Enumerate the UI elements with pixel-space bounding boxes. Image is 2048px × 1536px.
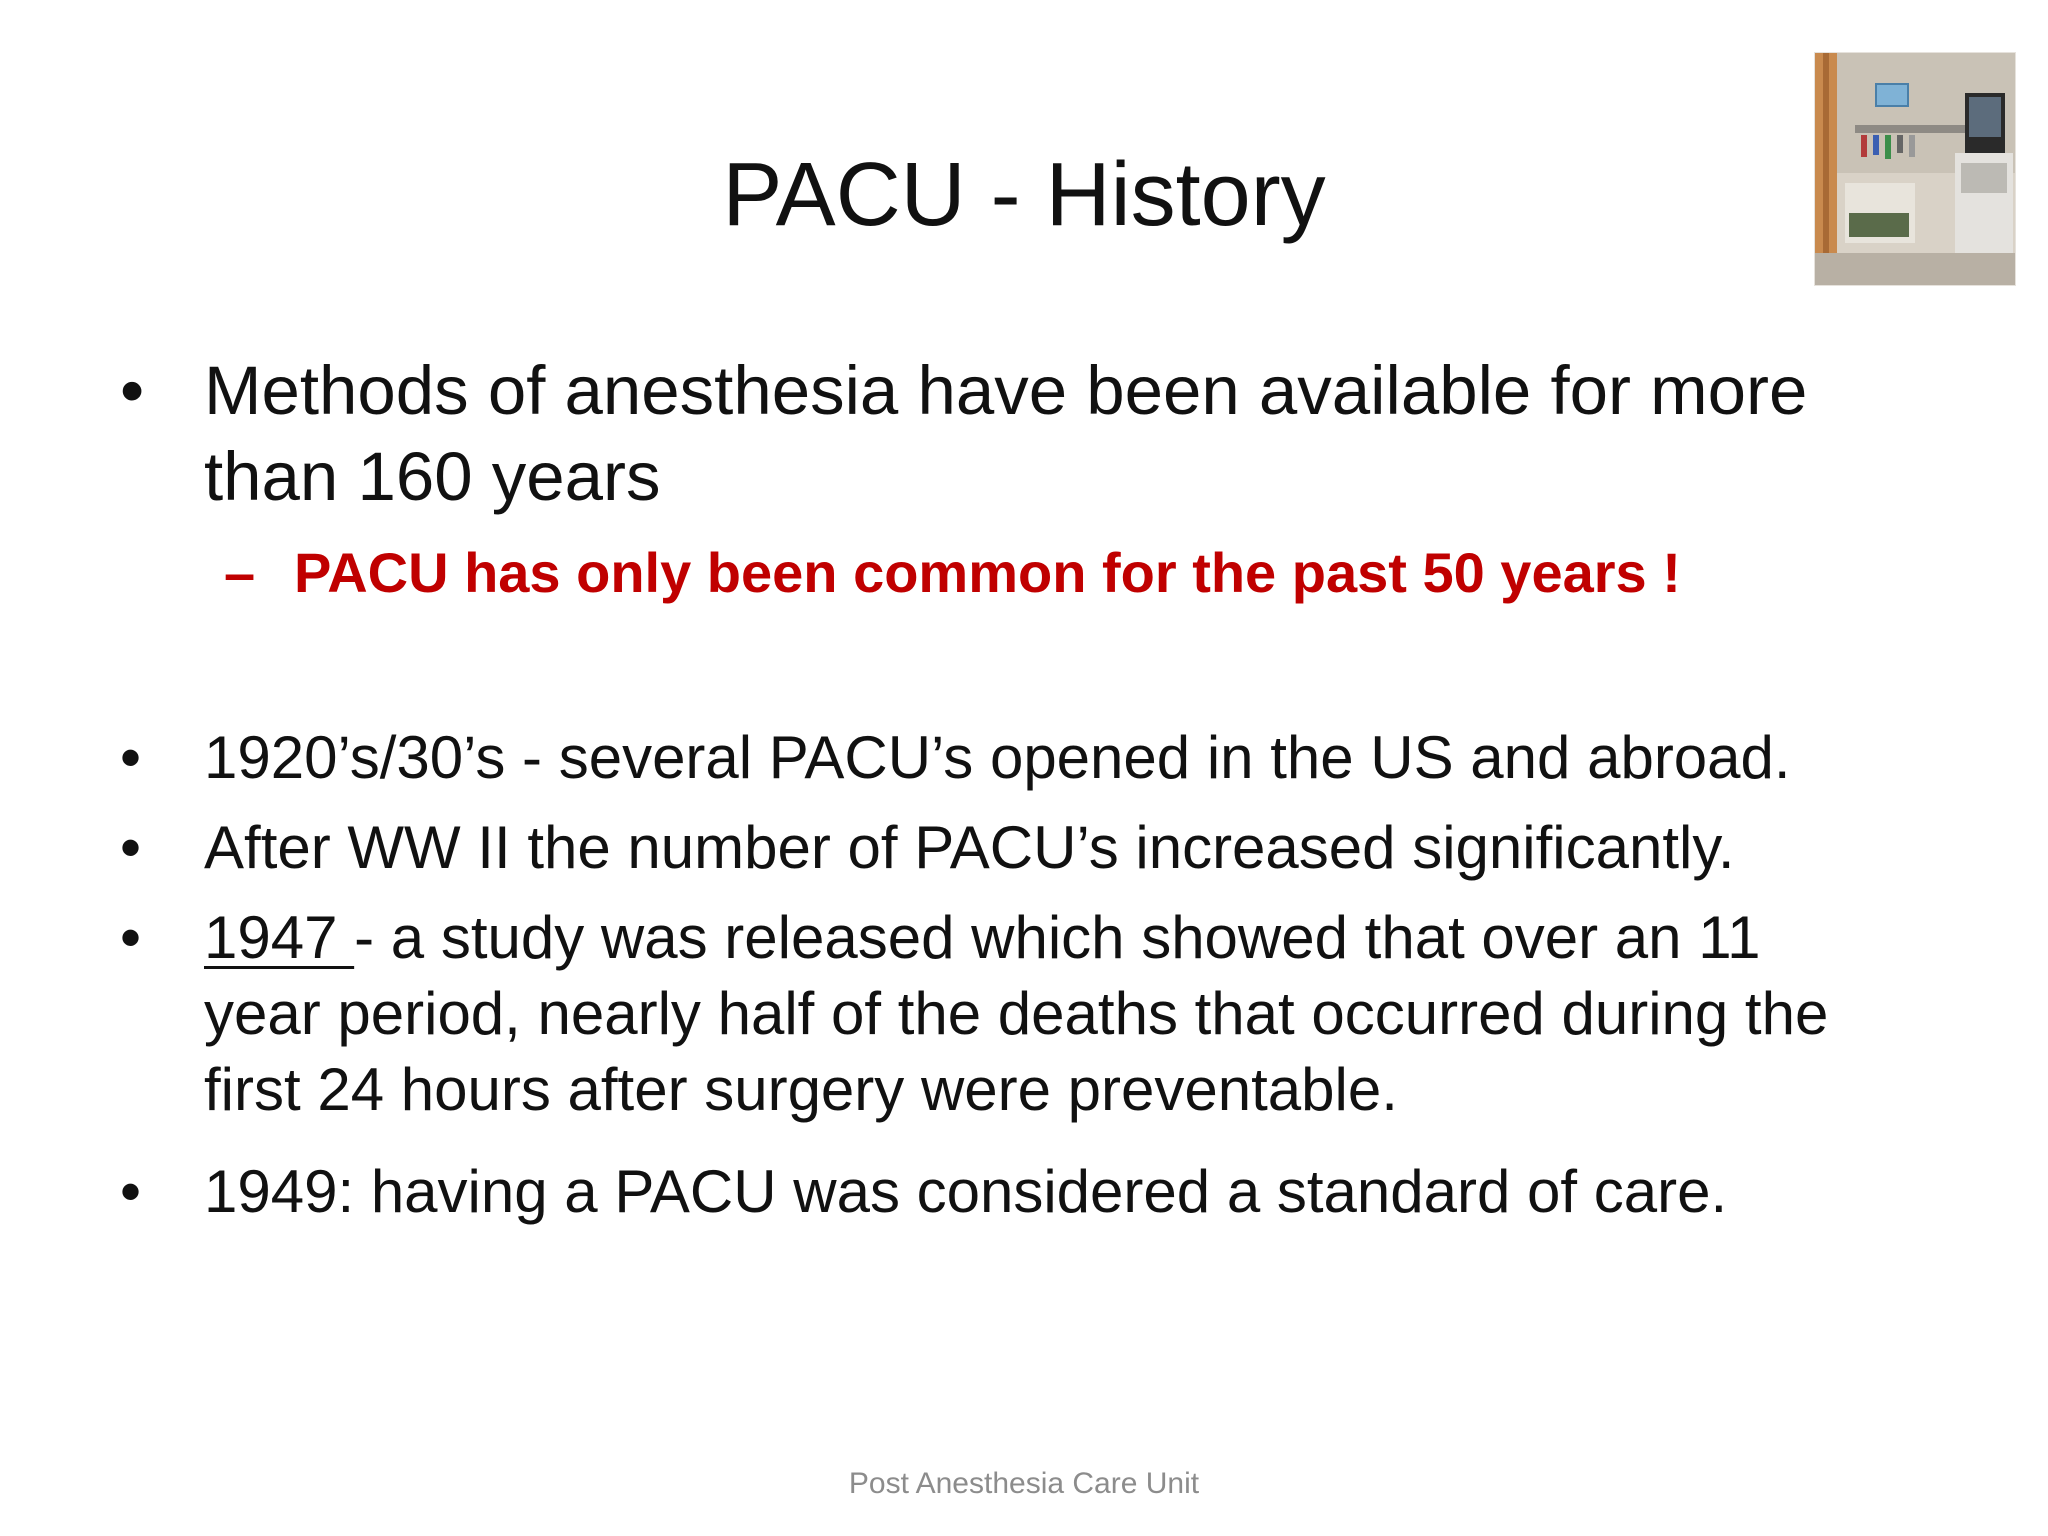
bullet-dot: • [120,904,142,971]
bullet-dot: • [120,352,145,429]
year-1947: 1947 [204,904,355,971]
bullet-text: 1920’s/30’s - several PACU’s opened in the US and abroad. [204,724,1791,791]
bullet-dot: • [120,1158,142,1225]
slide-title: PACU - History [722,145,1326,245]
bullet-dot: • [120,814,142,881]
sub-bullet-dash: – [224,541,256,604]
bullet-text: Methods of anesthesia have been available for more than 160 years [204,352,1808,515]
sub-bullet-text: PACU has only been common for the past 50 years ! [294,541,1681,604]
bullet-dot: • [120,724,142,791]
sub-bullet [224,538,1681,608]
bullet-text: After WW II the number of PACU’s increased significantly. [204,814,1735,881]
bullet-text: 1947 - a study was released which showed that over an 11 year period, nearly half of the deaths that occurred during the first 24 hours after surgery were preventable. [204,904,1829,1123]
slide-footer: Post Anesthesia Care Unit [848,1467,1200,1500]
bullet-text: 1949: having a PACU was considered a standard of care. [204,1158,1728,1225]
